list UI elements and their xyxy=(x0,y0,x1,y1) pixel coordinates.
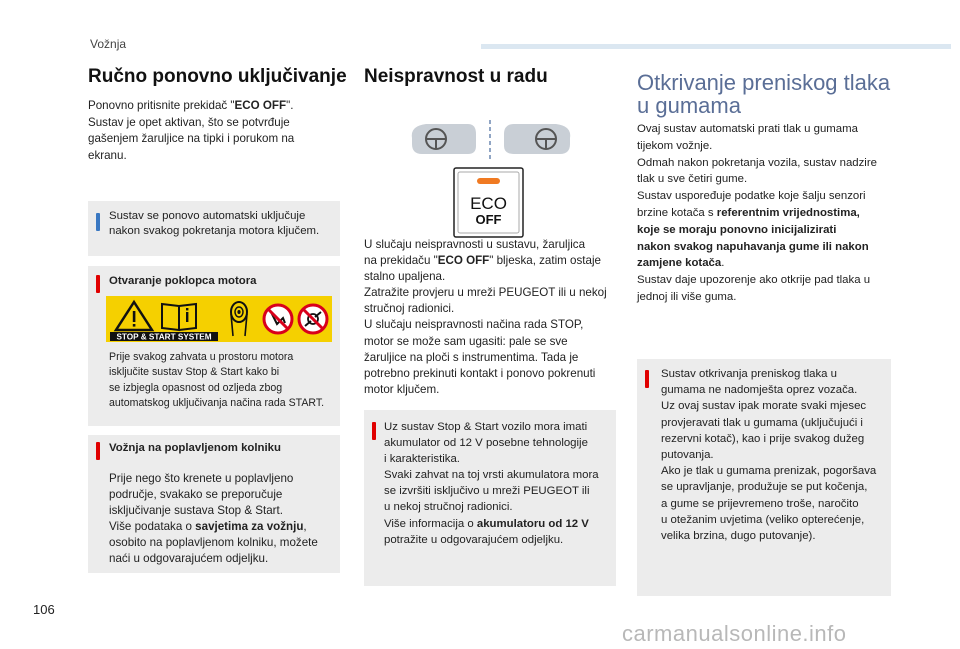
warning-box-battery xyxy=(364,410,616,586)
warning-text-battery: Uz sustav Stop & Start vozilo mora imati akumulator od 12 V posebne tehnologije i karakteristika. Svaki zahvat na toj vrsti akumulatora mora se izvršiti isključivo u mreži PEUGEOT ili u nekoj stručnoj radionici. Više informacija o akumulatoru od 12 V potražite u odgovarajućem odjeljku. xyxy=(384,421,599,546)
warning-marker xyxy=(372,422,376,440)
warning-title-bonnet: Otvaranje poklopca motora xyxy=(109,275,257,287)
eco-led-indicator xyxy=(477,178,500,184)
eco-off-button-illustration xyxy=(453,167,524,238)
no-fan-icon xyxy=(299,305,327,333)
section-title-malfunction: Neispravnost u radu xyxy=(364,66,548,87)
warning-marker xyxy=(645,370,649,388)
manual-reactivation-text: Ponovno pritisnite prekidač "ECO OFF". Sustav je opet aktivan, što se potvrđuje gašenjem žaruljice na tipki i porukom na ekranu. xyxy=(88,99,295,162)
header-bar xyxy=(481,44,951,49)
running-header: Vožnja xyxy=(90,37,127,51)
warning-box-flooded-road xyxy=(88,435,340,573)
malfunction-text: U slučaju neispravnosti u sustavu, žaruljica na prekidaču "ECO OFF" bljeska, zatim ostaje stalno upaljena. Zatražite provjeru u mreži PEUGEOT ili u nekoj stručnoj radionici. U slučaju neispravnosti načina rada STOP, motor se može sam ugasiti: pale se sve žaruljice na ploči s instrumentima. Tada je potrebno prekinuti kontakt i ponovo pokrenuti motor ključem. xyxy=(364,238,607,396)
info-box-auto-reactivation: Sustav se ponovo automatski uključuje nakon svakog pokretanja motora ključem. xyxy=(88,201,340,256)
off-label: OFF xyxy=(475,212,502,227)
warning-marker xyxy=(96,442,100,460)
no-hand-icon xyxy=(264,305,292,333)
warning-title-flooded-road: Vožnja na poplavljenom kolniku xyxy=(109,442,281,454)
section-title-tyre-pressure: Otkrivanje preniskog tlaka u gumama xyxy=(637,70,891,118)
tyre-pressure-text: Ovaj sustav automatski prati tlak u gumama tijekom vožnje. Odmah nakon pokretanja vozila, sustav nadzire tlak u sve četiri gume. Sustav uspoređuje podatke koje šalju senzori brzine kotača s referentnim vrijednostima, koje se moraju ponovno inicijalizirati nakon svakog napuhavanja gume ili nakon zamjene kotača. Sustav daje upozorenje ako otkrije pad tlaka u jednoj ili više guma. xyxy=(637,123,877,303)
warning-text-tyre-pressure: Sustav otkrivanja preniskog tlaka u gumama ne nadomješta oprez vozača. Uz ovaj sustav ipak morate svaki mjesec provjeravati tlak u gumama (uključujući i rezervni kotač), kao i prije svakog dužeg putovanja. Ako je tlak u gumama prenizak, pogoršava se upravljanje, produžuje se put kočenja, a gume se prijevremeno troše, naročito u otežanim uvjetima (veliko opterećenje, velika brzina, dugo putovanje). xyxy=(661,368,877,543)
warning-text-bonnet: Prije svakog zahvata u prostoru motora isključite sustav Stop & Start kako bi se izbjegla opasnost od ozljeda zbog automatskog uključivanja načina rada START. xyxy=(109,351,325,410)
steering-wheel-illustration xyxy=(406,118,576,162)
sticker-label: STOP & START SYSTEM xyxy=(116,332,212,342)
warning-text-flooded-road: Prije nego što krenete u poplavljeno područje, svakako se preporučuje isključivanje sustava Stop & Start. Više podataka o savjetima za vožnju, osobito na poplavljenom kolniku, možete naći u odgovarajućem odjeljku. xyxy=(109,472,318,566)
warning-marker xyxy=(96,275,100,293)
watermark: carmanualsonline.info xyxy=(622,621,847,646)
info-marker xyxy=(96,213,100,231)
page-number: 106 xyxy=(33,602,55,617)
warning-box-tyre-pressure xyxy=(637,359,891,596)
warning-box-bonnet xyxy=(88,266,340,426)
section-title-manual-reactivation: Ručno ponovno uključivanje xyxy=(88,66,347,87)
stop-start-warning-sticker xyxy=(106,296,332,342)
eco-label: ECO xyxy=(470,194,507,213)
